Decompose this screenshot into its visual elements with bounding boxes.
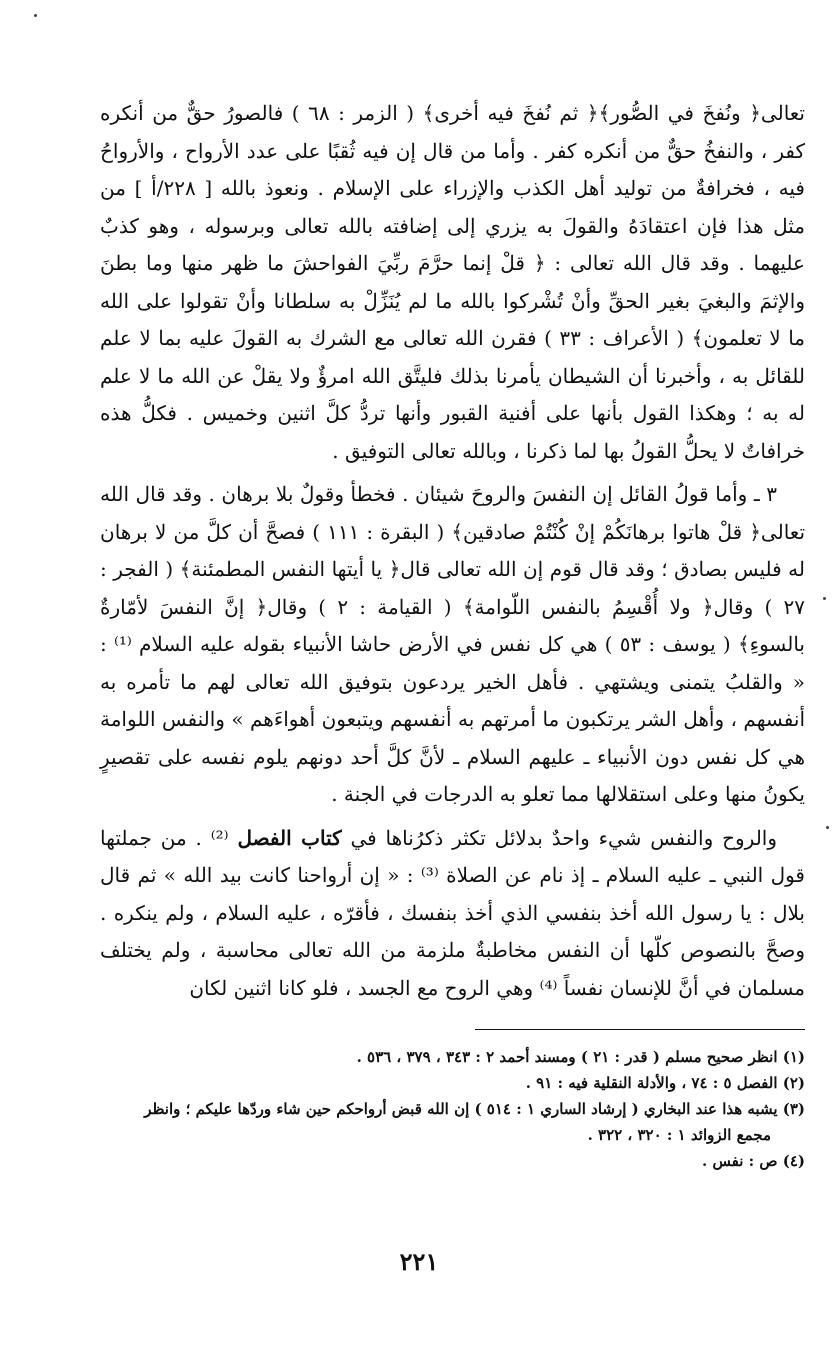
footnote-1: (١) انظر صحيح مسلم ( قدر : ٢١ ) ومسند أحمد ٢ : ٣٤٣ ، ٣٧٩ ، ٥٣٦ . [356, 1048, 805, 1066]
page-number: ٢٢١ [399, 1247, 439, 1276]
page-body [100, 95, 805, 1174]
footnote-divider [475, 1029, 805, 1030]
scan-speck [823, 597, 826, 600]
paragraph-3 [100, 820, 805, 1008]
footnote-3-line-2: مجمع الزوائد ١ : ٣٢٠ ، ٣٢٢ . [587, 1126, 771, 1144]
book-title: كتاب الفصل [237, 825, 342, 850]
paragraph-2: ٣ ـ وأما قولُ القائل إن النفسَ والروحَ شيئان . فخطأ وقولٌ بلا برهان . وقد قال الله تعالى﴿ قلْ هاتوا برهانَكُمْ إنْ كُنْتُمْ صادقين﴾ ( البقرة : ١١١ ) فصحَّ أن كلَّ من لا برهان له فليس بصادق ؛ وقد قال قوم إن الله تعالى قال﴿ يا أيتها النفس المطمئنة﴾ ( الفجر : ٢٧ ) وقال﴿ ولا أُقْسِمُ بالنفس اللّوامة﴾ ( القيامة : ٢ ) وقال﴿ إنَّ النفسَ لأمّارةٌ بالسوءِ﴾ ( يوسف : ٥٣ ) هي كل نفس في الأرض حاشا الأنبياء بقوله عليه السلام ⁽¹⁾ : « والقلبُ يتمنى ويشتهي . فأهل الخير يردعون بتوفيق الله تعالى لهم ما تأمره به أنفسهم ، وأهل الشر يرتكبون ما أمرتهم به أنفسهم ويتبعون أهواءَهم » والنفس اللوامة هي كل نفس دون الأنبياء ـ عليهم السلام ـ لأنَّ كلَّ أحد دونهم يلوم نفسه على تقصيرٍ يكونُ منها وعلى استقلالها مما تعلو به الدرجات في الجنة . [100, 482, 806, 806]
footnotes [100, 1044, 805, 1174]
paragraph-3-text-end: ⁽²⁾ . من جملتها قول النبي ـ عليه السلام ـ إذ نام عن الصلاة ⁽³⁾ : « إن أرواحنا كانت بيد الله » ثم قال بلال : يا رسول الله أخذ بنفسي الذي أخذ بنفسك ، فأقرّه ، عليه السلام ، ولم ينكره . وصحَّ بالنصوص كلّها أن النفس مخاطبةٌ ملزمة من الله تعالى محاسبة ، ولم يختلف مسلمان في أنَّ للإنسان نفساً ⁽⁴⁾ وهي الروح مع الجسد ، فلو كانا اثنين لكان [100, 825, 805, 1000]
scan-speck [34, 14, 37, 17]
paragraph-3-text-start: والروح والنفس شيء واحدٌ بدلائل تكثر ذكرُناها في [341, 825, 777, 850]
footnote-4: (٤) ص : نفس . [702, 1152, 805, 1170]
footnote-2: (٢) الفصل ٥ : ٧٤ ، والأدلة النقلية فيه : ٩١ . [525, 1074, 805, 1092]
scan-speck [826, 826, 829, 829]
footnote-3-line-1: (٣) يشبه هذا عند البخاري ( إرشاد الساري ١ : ٥١٤ ) إن الله قبض أرواحكم حين شاء وردّها عليكم ؛ وانظر [144, 1100, 805, 1118]
footnote-3 [100, 1096, 805, 1148]
paragraph-1: تعالى﴿ ونُفخَ في الصُّور﴾﴿ ثم نُفخَ فيه أخرى﴾ ( الزمر : ٦٨ ) فالصورُ حقٌّ من أنكره كفر ، والنفخُ حقٌّ من أنكره كفر . وأما من قال إن فيه ثُقبًا على عدد الأرواح ، والأرواحُ فيه ، فخرافةٌ من توليد أهل الكذب والإزراء على الإسلام . ونعوذ بالله [ ٢٢٨/أ ] من مثل هذا فإن اعتقادَهُ والقولَ به يزري إلى إضافته بالله تعالى وبرسوله ، وهو كذبٌ عليهما . وقد قال الله تعالى : ﴿ قلْ إنما حرَّمَ ربِّيَ الفواحشَ ما ظهر منها وما بطنَ والإثمَ والبغيَ بغير الحقِّ وأنْ تُشْركوا بالله ما لم يُنَزِّلْ به سلطانا وأنْ تقولوا على الله ما لا تعلمون﴾ ( الأعراف : ٣٣ ) فقرن الله تعالى مع الشرك به القولَ عليه بما لا علم للقائل به ، وأخبرنا أن الشيطان يأمرنا بذلك فليتَّق الله امرؤٌ ولا يقلْ عن الله ما لا علم له به ؛ وهكذا القول بأنها على أفنية القبور وأنها تردُّ كلَّ اثنين وخميس . فكلُّ هذه خرافاتٌ لا يحلُّ القولُ بها لما ذكرنا ، وبالله تعالى التوفيق . [100, 101, 805, 463]
